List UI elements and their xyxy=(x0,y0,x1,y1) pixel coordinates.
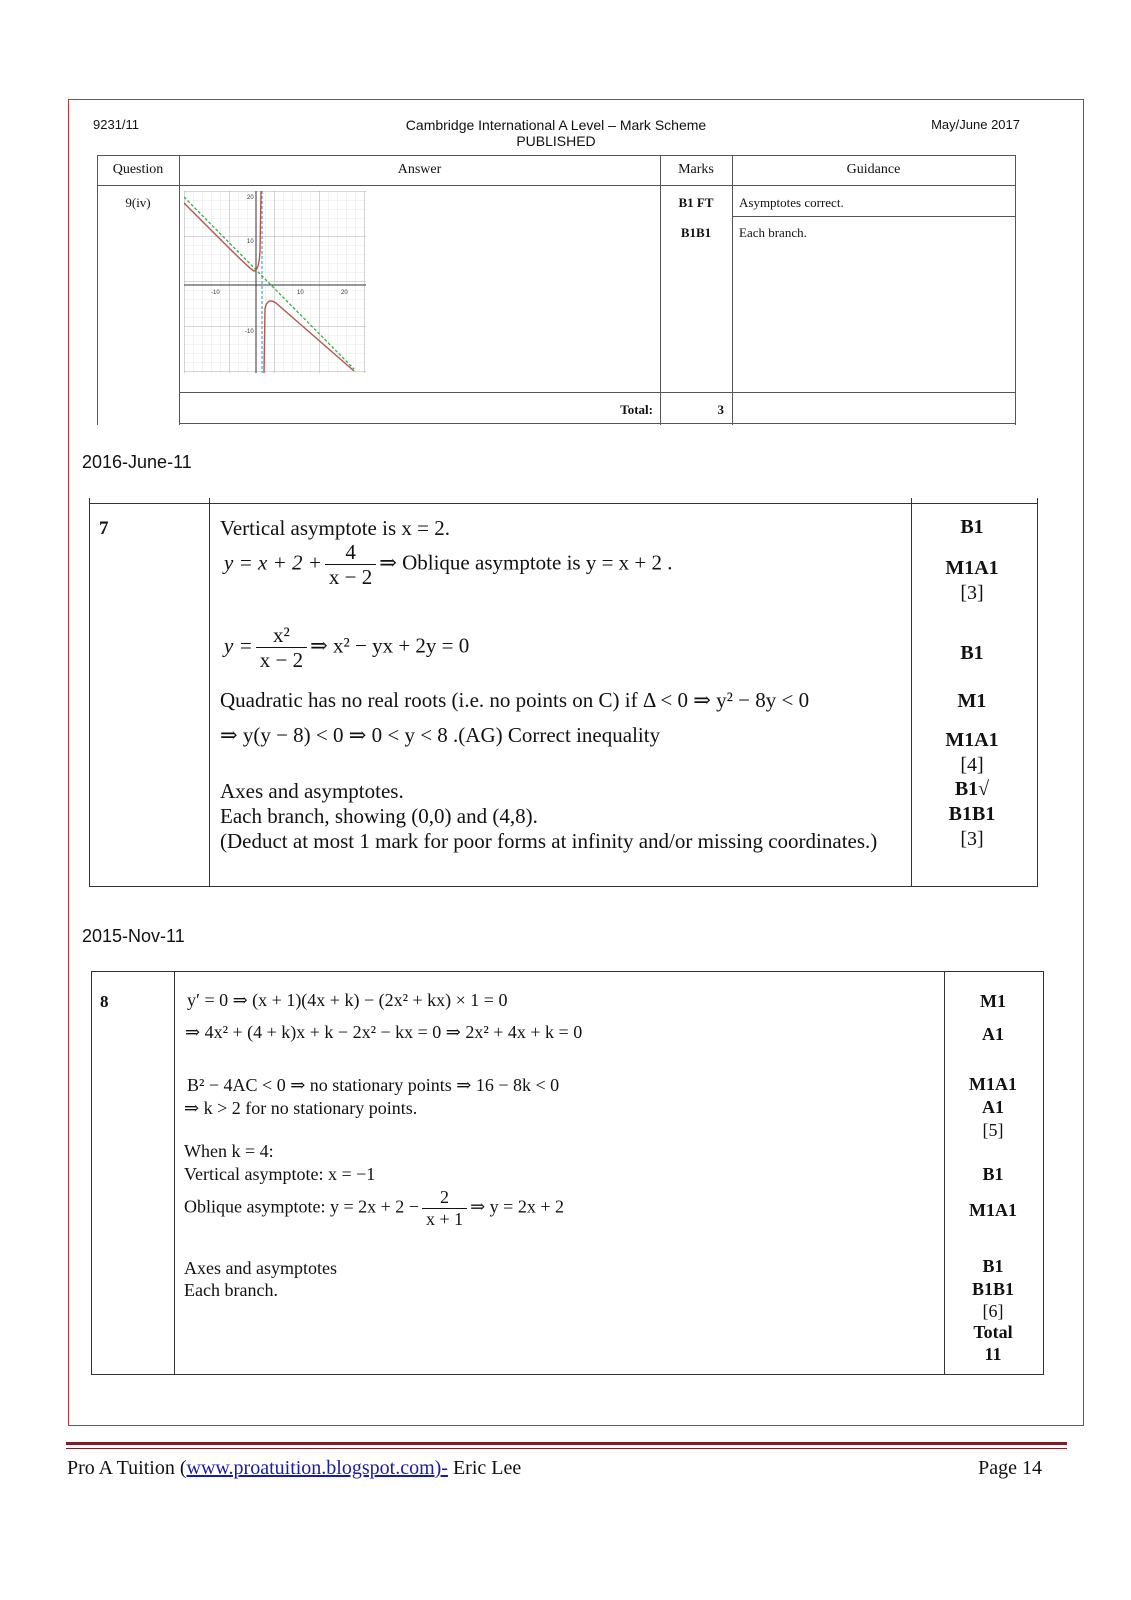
y-tick-label: 10 xyxy=(247,239,254,245)
math-text: ⇒ x² − yx + 2y = 0 xyxy=(310,633,470,658)
total-value: 3 xyxy=(717,402,724,417)
mark-label: [3] xyxy=(960,582,984,604)
mark-label: B1 xyxy=(982,1256,1004,1276)
mark-label: A1 xyxy=(982,1097,1004,1117)
x-tick-label: -10 xyxy=(211,290,220,296)
answer-line: Vertical asymptote is x = 2. xyxy=(220,516,450,540)
fraction-denominator: x − 2 xyxy=(259,648,304,673)
y-tick-label: -10 xyxy=(245,329,254,335)
answer-line xyxy=(184,1187,564,1229)
mark-label: M1A1 xyxy=(969,1074,1017,1094)
answer-line: Vertical asymptote: x = −1 xyxy=(184,1164,376,1184)
answer-line: ⇒ 4x² + (4 + k)x + k − 2x² − kx = 0 ⇒ 2x² + 4x + k = 0 xyxy=(185,1022,583,1042)
mark-label: [5] xyxy=(982,1120,1004,1140)
footer-rule xyxy=(66,1448,1067,1449)
mark-scheme-table xyxy=(97,155,1038,437)
math-text: ⇒ Oblique asymptote is y = x + 2 . xyxy=(379,550,673,575)
guidance-cell: Asymptotes correct. xyxy=(739,195,844,210)
mark-label: M1 xyxy=(980,991,1006,1011)
mark-label: M1A1 xyxy=(945,729,999,751)
paper-code: 9231/11 xyxy=(93,117,140,132)
mark-scheme-title: Cambridge International A Level – Mark Scheme xyxy=(405,117,707,133)
math-text: y = x + 2 + xyxy=(224,550,322,575)
mark-label: 11 xyxy=(984,1344,1002,1364)
math-text: ⇒ y = 2x + 2 xyxy=(470,1196,564,1217)
y-tick-label: 20 xyxy=(247,195,254,201)
section-label: 2016-June-11 xyxy=(82,452,192,472)
answer-line: B² − 4AC < 0 ⇒ no stationary points ⇒ 16 − 8k < 0 xyxy=(187,1075,560,1095)
fraction-numerator: 2 xyxy=(422,1187,467,1209)
answer-line: Axes and asymptotes. xyxy=(220,779,404,803)
fraction-denominator: x − 2 xyxy=(328,565,373,590)
fraction-numerator: 4 xyxy=(325,540,376,565)
question-number: 8 xyxy=(100,992,109,1011)
asymptote-graph xyxy=(184,191,366,373)
math-text: Oblique asymptote: y = 2x + 2 − xyxy=(184,1196,419,1217)
mark-label: B1√ xyxy=(954,778,990,800)
published-label: PUBLISHED xyxy=(516,133,596,149)
mark-cell: B1B1 xyxy=(680,225,712,240)
section-label: 2015-Nov-11 xyxy=(82,926,185,946)
fraction-numerator: x² xyxy=(256,623,307,648)
mark-label: M1 xyxy=(957,690,987,712)
total-label: Total: xyxy=(620,402,653,417)
footer-credit xyxy=(67,1457,521,1480)
exam-session: May/June 2017 xyxy=(931,117,1020,132)
page-number: Page 14 xyxy=(978,1457,1042,1479)
mark-label: A1 xyxy=(982,1024,1004,1044)
answer-line: Axes and asymptotes xyxy=(184,1258,337,1278)
answer-line xyxy=(224,623,469,672)
mark-label: B1B1 xyxy=(948,803,996,825)
footer-author: Eric Lee xyxy=(447,1457,522,1479)
guidance-cell: Each branch. xyxy=(739,225,807,240)
answer-line: Each branch. xyxy=(184,1280,278,1300)
mark-label: B1 xyxy=(960,516,984,538)
x-tick-label: 20 xyxy=(341,290,348,296)
col-header-marks: Marks xyxy=(678,162,714,177)
mark-cell: B1 FT xyxy=(678,195,714,210)
col-header-guidance: Guidance xyxy=(846,162,901,177)
footer-brand: Pro A Tuition ( xyxy=(67,1457,187,1479)
mark-label: M1A1 xyxy=(945,557,999,579)
mark-label: B1 xyxy=(982,1164,1004,1184)
footer-rule xyxy=(66,1442,1067,1445)
answer-line: y′ = 0 ⇒ (x + 1)(4x + k) − (2x² + kx) × 1 = 0 xyxy=(187,990,508,1010)
mark-label: B1B1 xyxy=(971,1279,1014,1299)
col-header-question: Question xyxy=(112,162,164,177)
fraction-denominator: x + 1 xyxy=(425,1208,464,1229)
answer-line: Each branch, showing (0,0) and (4,8). xyxy=(220,804,538,828)
math-text: y = xyxy=(224,633,253,658)
col-header-answer: Answer xyxy=(397,162,442,177)
answer-line xyxy=(224,540,673,589)
answer-line: ⇒ k > 2 for no stationary points. xyxy=(184,1098,418,1118)
mark-label: Total xyxy=(973,1322,1013,1342)
question-number: 9(iv) xyxy=(125,195,151,210)
mark-label: [4] xyxy=(960,754,984,776)
mark-label: [3] xyxy=(960,828,984,850)
footer-link[interactable]: www.proatuition.blogspot.com)- xyxy=(186,1457,448,1479)
answer-line: ⇒ y(y − 8) < 0 ⇒ 0 < y < 8 .(AG) Correct inequality xyxy=(220,723,661,747)
answer-line: When k = 4: xyxy=(184,1141,274,1161)
mark-label: B1 xyxy=(960,642,984,664)
answer-line: Quadratic has no real roots (i.e. no points on C) if Δ < 0 ⇒ y² − 8y < 0 xyxy=(220,688,810,712)
mark-label: [6] xyxy=(982,1301,1004,1321)
mark-label: M1A1 xyxy=(969,1200,1017,1220)
question-number: 7 xyxy=(99,518,109,539)
x-tick-label: 10 xyxy=(297,290,304,296)
answer-line: (Deduct at most 1 mark for poor forms at infinity and/or missing coordinates.) xyxy=(220,829,878,853)
